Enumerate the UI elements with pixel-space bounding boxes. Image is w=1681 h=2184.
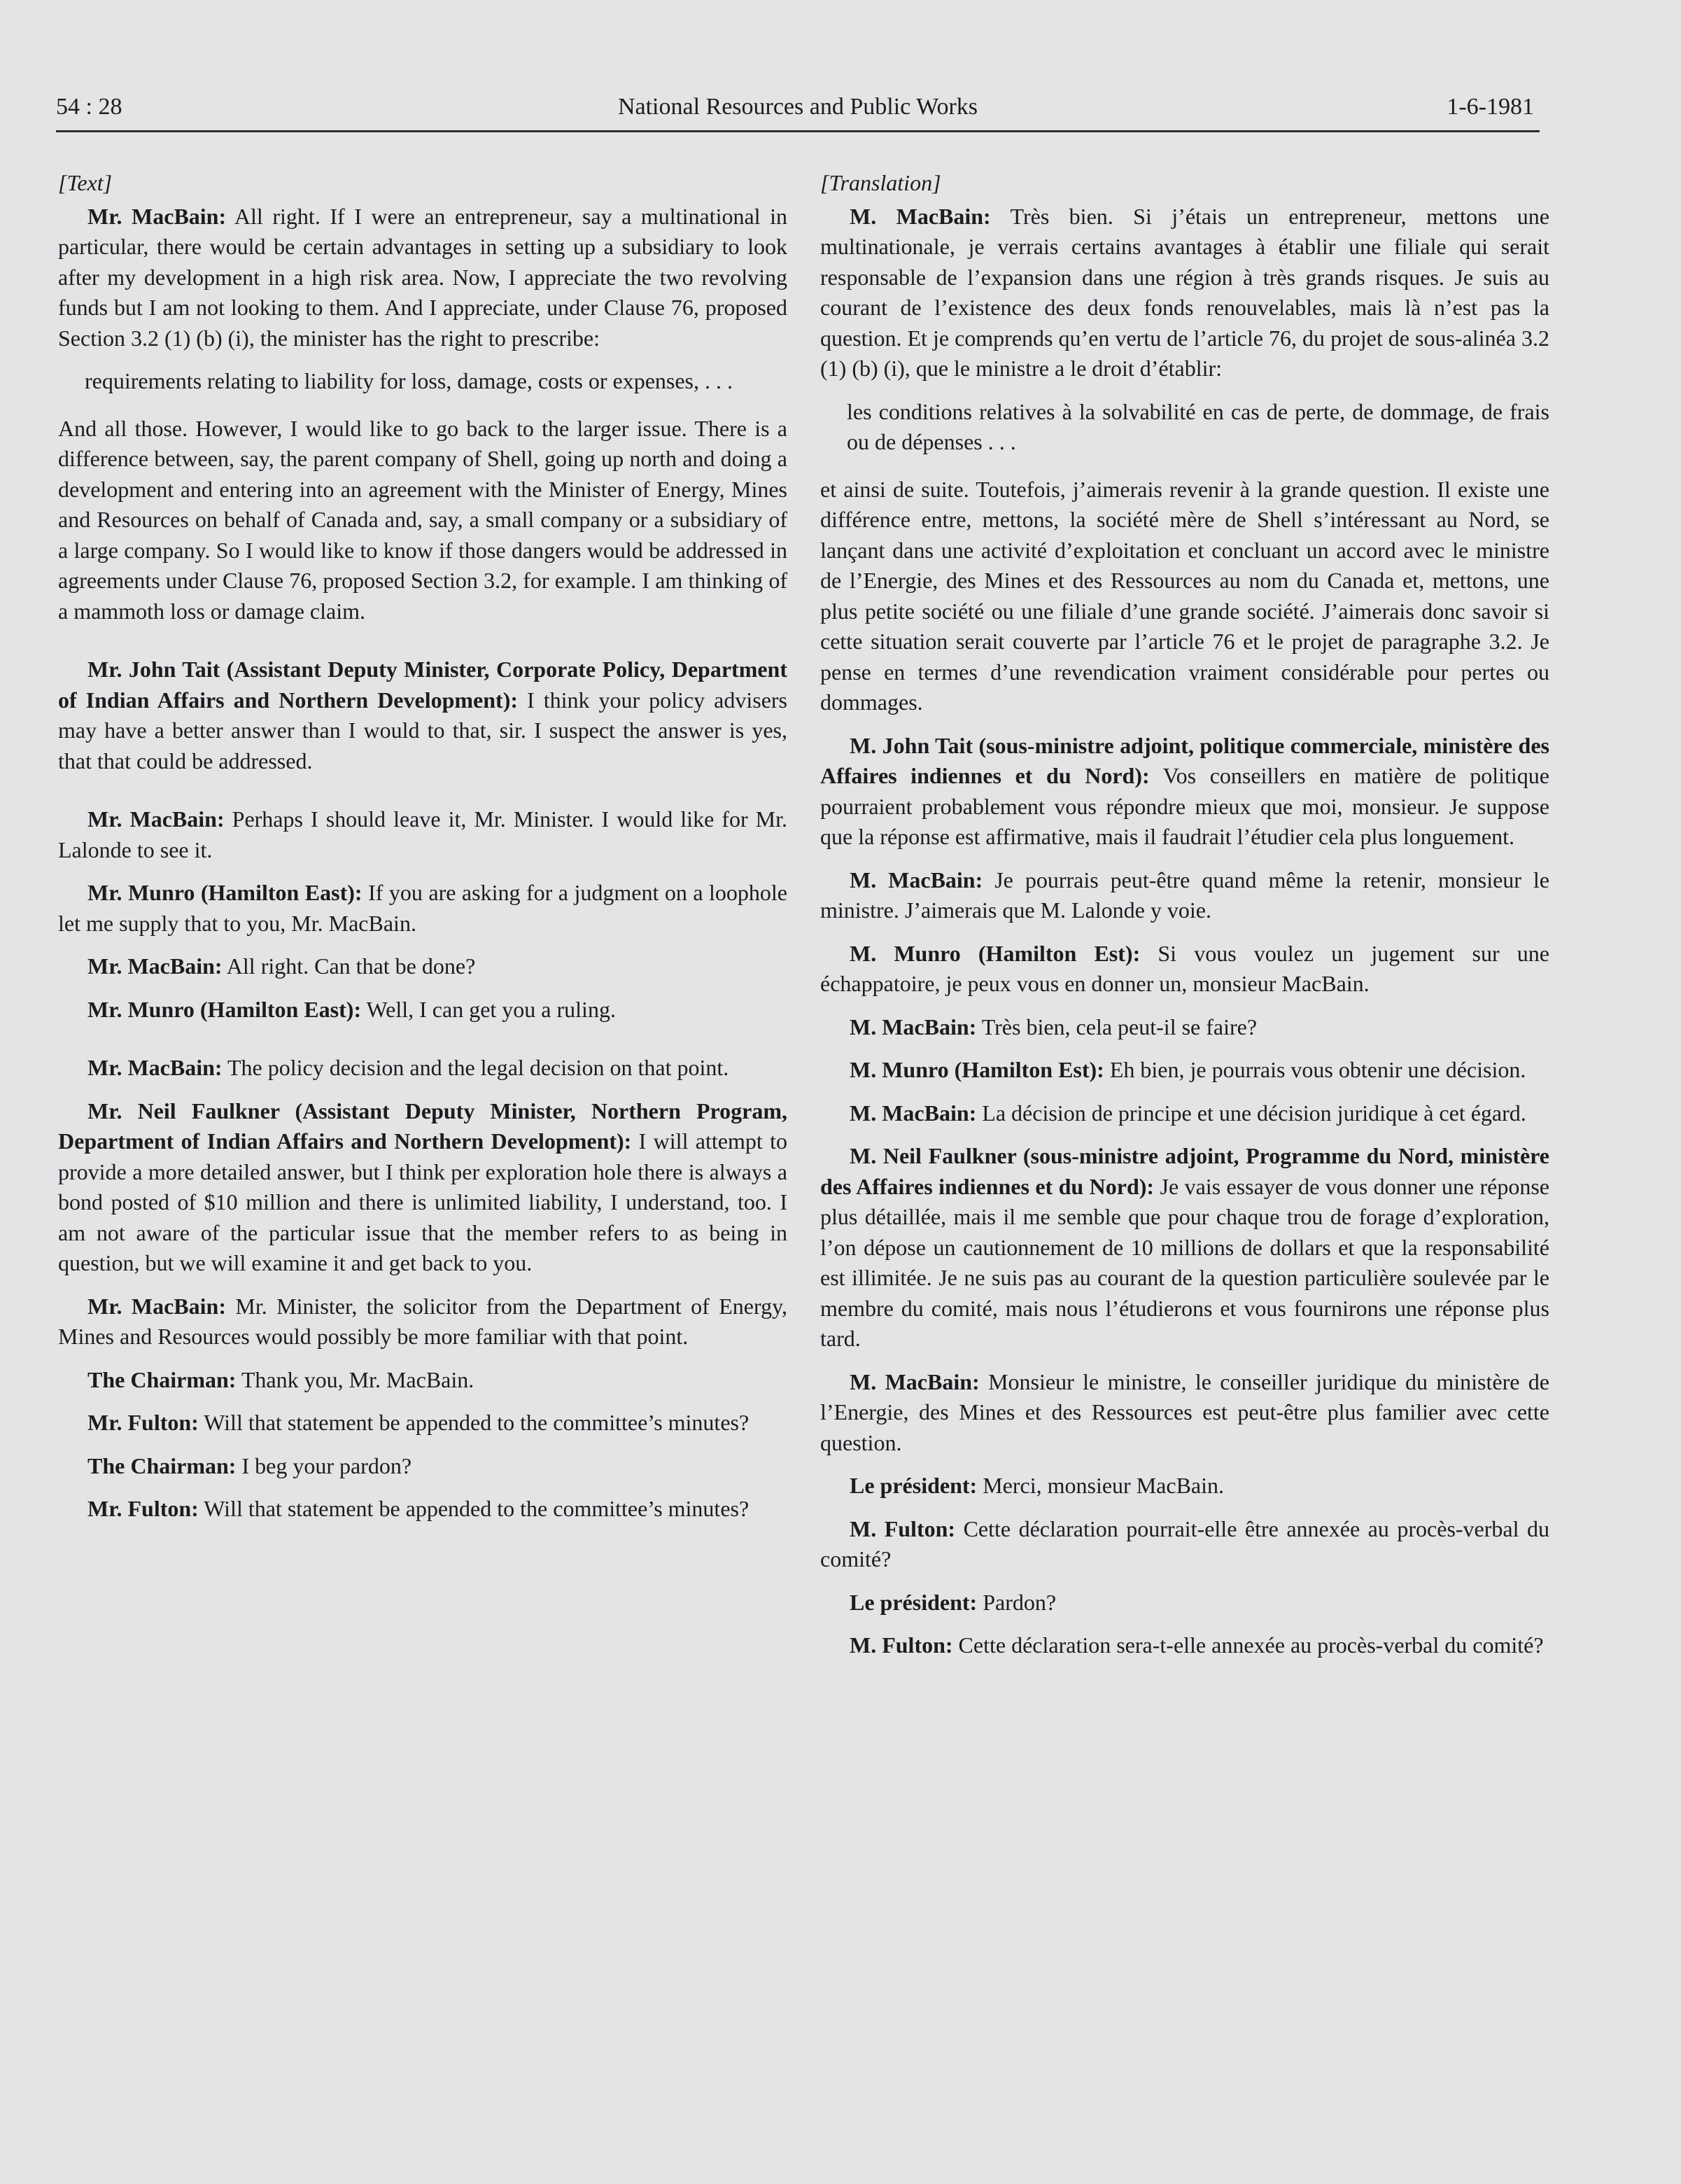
speaker: Mr. Fulton: [87, 1496, 199, 1521]
running-title: National Resources and Public Works [617, 94, 978, 120]
speech: Très bien. Si j’étais un entrepreneur, mettons une multinationale, je verrais certains avantages à établir une filiale qui serait responsable de l’expansion dans une région à très grands risques. Je suis au courant de l’existence des deux fonds renouvelables, mais là n’est pas la question. Et je comprends qu’en vertu de l’article 76, du projet de sous-alinéa 3.2 (1) (b) (i), que le ministre a le droit d’établir: [820, 203, 1549, 381]
speech: All right. If I were an entrepreneur, say a multinational in particular, there would be certain advantages in setting up a subsidiary to look after my development in a high risk area. Now, I appreciate the two revolving funds but I am not looking to them. And I appreciate, under Clause 76, proposed Section 3.2 (1) (b) (i), the minister has the right to prescribe: [58, 203, 787, 351]
paragraph [58, 1365, 787, 1396]
speaker: Mr. Munro (Hamilton East): [87, 996, 362, 1022]
speaker: M. Munro (Hamilton Est): [850, 1057, 1104, 1082]
french-column [820, 168, 1549, 1674]
paragraph [58, 804, 787, 865]
paragraph [58, 878, 787, 939]
paragraph [820, 1098, 1549, 1129]
paragraph [820, 1514, 1549, 1575]
speech: The policy decision and the legal decision on that point. [222, 1055, 729, 1080]
paragraph [58, 995, 787, 1026]
speaker: M. Neil Faulkner (sous-ministre adjoint, Programme du Nord, ministère des Affaires indiennes et du Nord): [820, 1143, 1549, 1199]
speech: Cette déclaration sera-t-elle annexée au procès-verbal du comité? [952, 1632, 1544, 1658]
speaker: Le président: [850, 1473, 978, 1498]
block-quote: les conditions relatives à la solvabilité en cas de perte, de dommage, de frais ou de dépenses . . . [847, 398, 1549, 454]
paragraph [820, 865, 1549, 926]
speech: I think your policy advisers may have a better answer than I would to that, sir. I suspect the answer is yes, that that could be addressed. [58, 687, 788, 774]
paragraph: et ainsi de suite. Toutefois, j’aimerais revenir à la grande question. Il existe une différence entre, mettons, la société mère de Shell s’intéressant au Nord, se lançant dans une activité d’exploitation et concluant un accord avec le ministre de l’Energie, des Mines et des Ressources au nom du Canada et, mettons, une plus petite société ou une filiale d’une grande société. J’aimerais donc savoir si cette situation serait couverte par l’article 76 et le projet de paragraphe 3.2. Je pense en termes d’une revendication vraiment considérable pour pertes ou dommages. [820, 476, 1549, 715]
paragraph [820, 1012, 1549, 1043]
paragraph [820, 731, 1549, 853]
page-date: 1-6-1981 [1447, 94, 1534, 120]
column-tag: [Translation] [820, 170, 941, 195]
paragraph [820, 1141, 1549, 1354]
speech: Eh bien, je pourrais vous obtenir une décision. [1104, 1057, 1526, 1082]
paragraph [820, 202, 1549, 384]
speech: Je pourrais peut-être quand même la retenir, monsieur le ministre. J’aimerais que M. Lalonde y voie. [820, 867, 1550, 923]
paragraph [58, 202, 787, 354]
speech: Vos conseillers en matière de politique pourraient probablement vous répondre mieux que moi, monsieur. Je suppose que la réponse est affirmative, mais il faudrait l’étudier cela plus longuement. [820, 763, 1550, 849]
speaker: M. Fulton: [850, 1632, 953, 1658]
paragraph [58, 1451, 787, 1482]
speaker: Mr. Fulton: [87, 1410, 199, 1435]
speech: Will that statement be appended to the committee’s minutes? [198, 1496, 750, 1521]
paragraph [58, 1408, 787, 1438]
paragraph [58, 1096, 787, 1279]
speaker: Mr. MacBain: [87, 953, 223, 979]
paragraph: And all those. However, I would like to go back to the larger issue. There is a difference between, say, the parent company of Shell, going up north and doing a development and entering into an agreement with the Minister of Energy, Mines and Resources on behalf of Canada and, say, a small company or a subsidiary of a large company. So I would like to know if those dangers would be addressed in agreements under Clause 76, proposed Section 3.2, for example. I am thinking of a mammoth loss or damage claim. [58, 415, 787, 624]
column-tag: [Text] [58, 170, 113, 195]
paragraph [820, 1055, 1549, 1086]
speech: Si vous voulez un jugement sur une échappatoire, je peux vous en donner un, monsieur MacBain. [820, 940, 1550, 996]
paragraph [58, 1053, 787, 1084]
paragraph [820, 1588, 1549, 1618]
speaker: M. MacBain: [850, 867, 983, 892]
paragraph [820, 1471, 1549, 1502]
speech: I will attempt to provide a more detailed answer, but I think per exploration hole there is always a bond posted of $10 million and there is unlimited liability, I understand, too. I am not aware of the particular issue that the member refers to as being in question, but we will examine it and get back to you. [58, 1128, 787, 1275]
speech: All right. Can that be done? [222, 953, 476, 979]
speaker: Mr. MacBain: [87, 806, 225, 832]
speaker: M. John Tait (sous-ministre adjoint, politique commerciale, ministère des Affaires indiennes et du Nord): [820, 732, 1549, 788]
paragraph [58, 1292, 787, 1352]
speaker: M. MacBain: [850, 203, 991, 229]
speaker: Mr. Munro (Hamilton East): [87, 880, 363, 905]
speaker: Mr. MacBain: [87, 203, 227, 229]
speech: Mr. Minister, the solicitor from the Department of Energy, Mines and Resources would possibly be more familiar with that point. [58, 1293, 787, 1349]
speaker: Le président: [850, 1589, 978, 1615]
paragraph [58, 654, 787, 776]
speech: Will that statement be appended to the committee’s minutes? [198, 1410, 750, 1435]
speech: Thank you, Mr. MacBain. [236, 1366, 474, 1392]
speaker: M. MacBain: [850, 1100, 977, 1126]
page-header [56, 91, 1540, 132]
block-quote: requirements relating to liability for loss, damage, costs or expenses, . . . [85, 368, 733, 393]
paragraph [820, 939, 1549, 1000]
speaker: Mr. John Tait (Assistant Deputy Minister, Corporate Policy, Department of Indian Affairs and Northern Development): [58, 657, 787, 713]
speaker: M. Munro (Hamilton Est): [850, 940, 1141, 966]
paragraph [58, 1494, 787, 1525]
speech: Je vais essayer de vous donner une réponse plus détaillée, mais il me semble que pour chaque trou de forage d’exploration, l’on dépose un cautionnement de 10 millions de dollars et que la responsabilité est illimitée. Je ne suis pas au courant de la question particulière soulevée par le membre du comité, mais nous l’étudierons et vous fournirons une réponse plus tard. [820, 1173, 1550, 1351]
page-number: 54 : 28 [56, 94, 122, 120]
speaker: M. MacBain: [850, 1368, 980, 1394]
english-column [58, 168, 787, 1537]
paragraph [58, 951, 787, 982]
speech: Merci, monsieur MacBain. [977, 1473, 1224, 1498]
speaker: The Chairman: [87, 1366, 237, 1392]
speech: La décision de principe et une décision juridique à cet égard. [976, 1100, 1526, 1126]
speech: If you are asking for a judgment on a loophole let me supply that to you, Mr. MacBain. [58, 880, 788, 936]
speaker: Mr. MacBain: [87, 1055, 223, 1080]
speech: I beg your pardon? [236, 1452, 412, 1478]
speaker: Mr. Neil Faulkner (Assistant Deputy Minister, Northern Program, Department of Indian Affairs and Northern Development): [58, 1098, 787, 1154]
speech: Monsieur le ministre, le conseiller juridique du ministère de l’Energie, des Mines et des Ressources est peut-être plus familier avec cette question. [820, 1368, 1550, 1455]
speech: Cette déclaration pourrait-elle être annexée au procès-verbal du comité? [820, 1516, 1550, 1572]
speaker: M. Fulton: [850, 1516, 956, 1541]
speech: Well, I can get you a ruling. [361, 996, 616, 1022]
speaker: Mr. MacBain: [87, 1293, 226, 1319]
speech: Très bien, cela peut-il se faire? [976, 1014, 1258, 1040]
paragraph [820, 1630, 1549, 1661]
speaker: The Chairman: [87, 1452, 237, 1478]
speech: Pardon? [977, 1589, 1057, 1615]
speech: Perhaps I should leave it, Mr. Minister. I would like for Mr. Lalonde to see it. [58, 806, 788, 862]
speaker: M. MacBain: [850, 1014, 977, 1040]
paragraph [820, 1367, 1549, 1459]
